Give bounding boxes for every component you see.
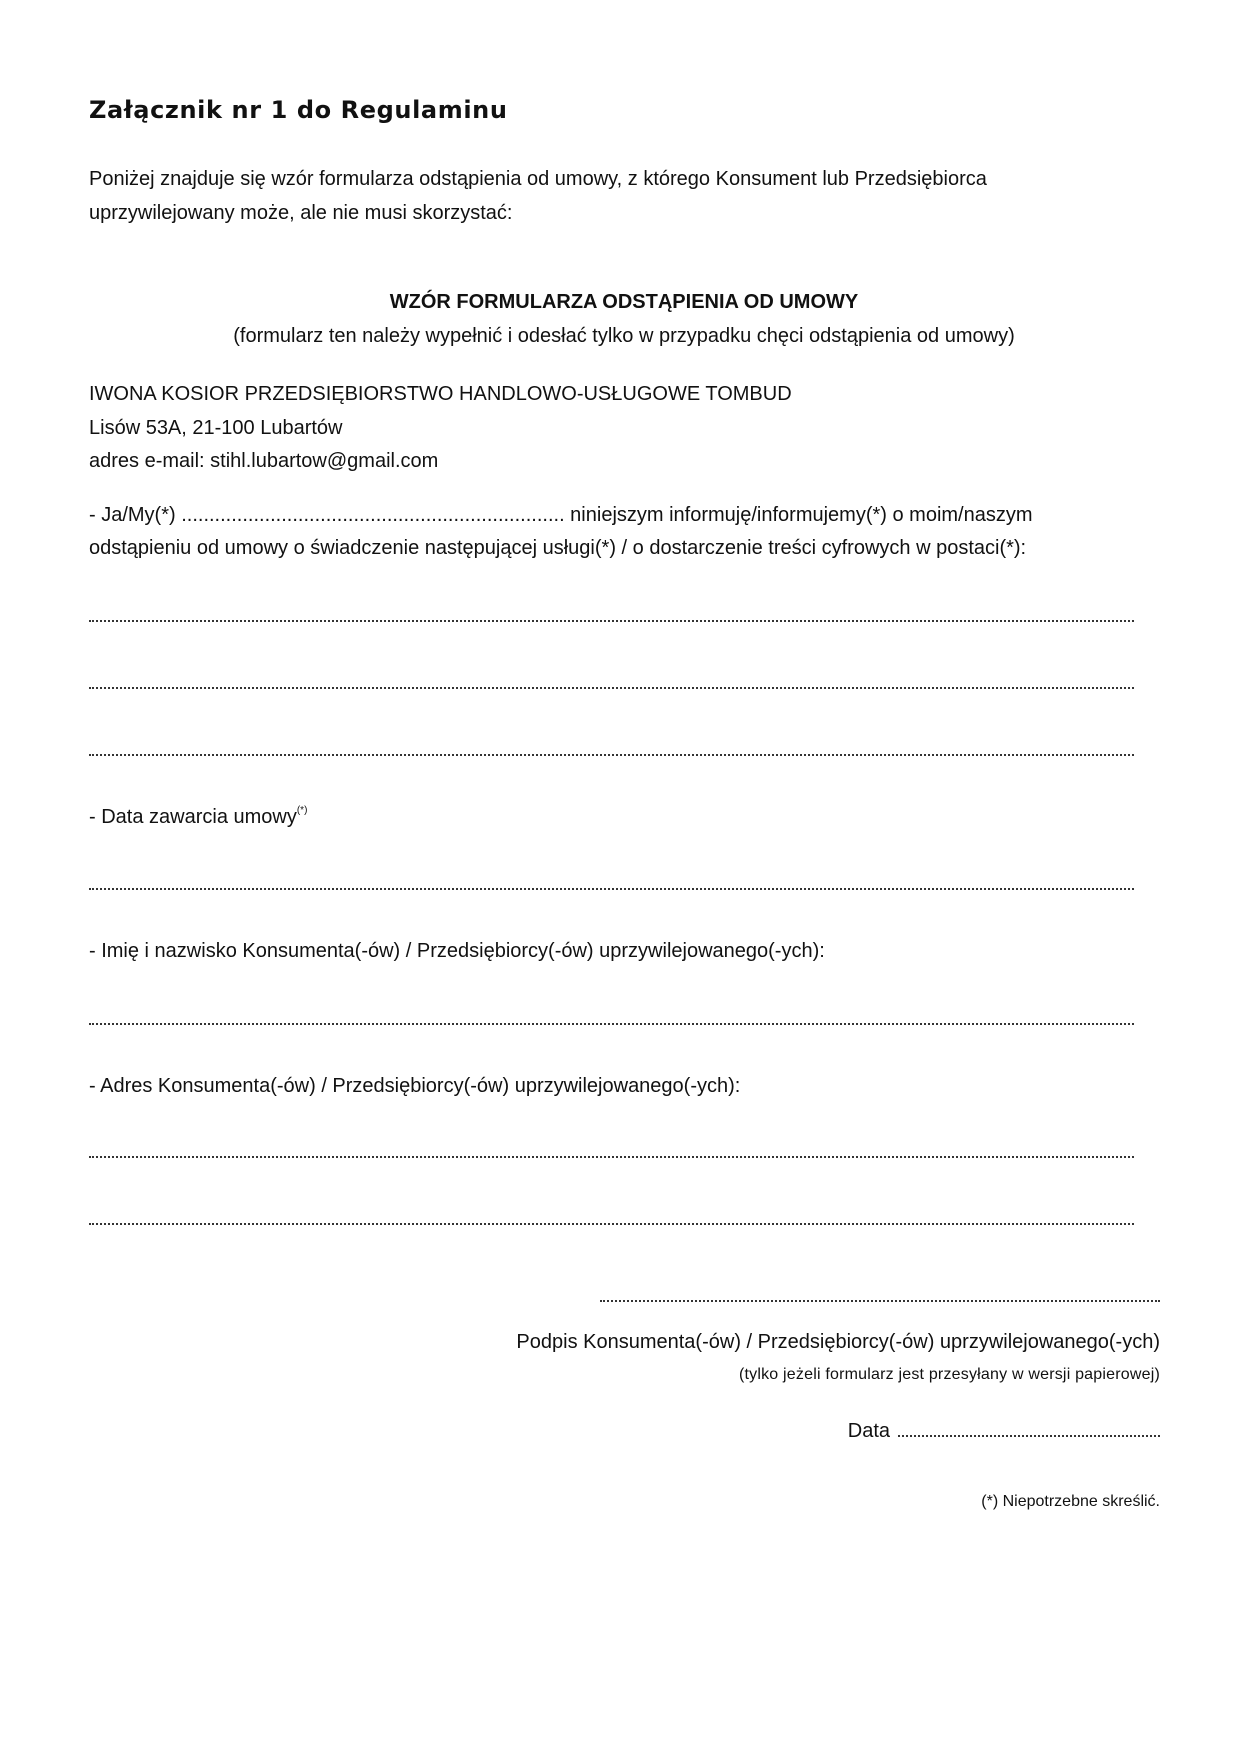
company-name: IWONA KOSIOR PRZEDSIĘBIORSTWO HANDLOWO-USŁUGOWE TOMBUD bbox=[89, 383, 792, 405]
date-label: Data bbox=[847, 1420, 890, 1442]
footnote: (*) Niepotrzebne skreślić. bbox=[981, 1493, 1160, 1510]
consumer-address-fill-line-2 bbox=[89, 1223, 1134, 1225]
date-field bbox=[848, 1420, 1160, 1443]
consumer-name-fill-line bbox=[89, 1023, 1134, 1025]
consumer-name-label: - Imię i nazwisko Konsumenta(-ów) / Przedsiębiorcy(-ów) uprzywilejowanego(-ych): bbox=[89, 940, 825, 962]
company-email: adres e-mail: stihl.lubartow@gmail.com bbox=[89, 450, 439, 472]
signature-fill-line bbox=[600, 1300, 1160, 1302]
service-fill-line-2 bbox=[89, 687, 1134, 689]
contract-date-label bbox=[89, 805, 307, 829]
company-address: Lisów 53A, 21-100 Lubartów bbox=[89, 416, 343, 439]
declaration-line-1: - Ja/My(*) ..................................................................... niniejszym informuję/informujemy(*) o moim/naszym bbox=[89, 504, 1033, 526]
intro-paragraph bbox=[89, 162, 1159, 230]
contract-date-text: - Data zawarcia umowy bbox=[89, 806, 297, 828]
signature-note: (tylko jeżeli formularz jest przesyłany w wersji papierowej) bbox=[738, 1366, 1160, 1383]
page-heading: Załącznik nr 1 do Regulaminu bbox=[89, 96, 508, 124]
declaration-line-2: odstąpieniu od umowy o świadczenie następującej usługi(*) / o dostarczenie treści cyfrowych w postaci(*): bbox=[89, 537, 1027, 559]
date-fill-line bbox=[898, 1435, 1160, 1437]
withdrawal-declaration bbox=[89, 499, 1159, 565]
consumer-address-label: - Adres Konsumenta(-ów) / Przedsiębiorcy(-ów) uprzywilejowanego(-ych): bbox=[89, 1075, 741, 1097]
form-subtitle: (formularz ten należy wypełnić i odesłać tylko w przypadku chęci odstąpienia od umowy) bbox=[233, 325, 1015, 347]
consumer-address-fill-line-1 bbox=[89, 1156, 1134, 1158]
footnote-marker: (*) bbox=[296, 805, 308, 816]
intro-line-1: Poniżej znajduje się wzór formularza odstąpienia od umowy, z którego Konsument lub Przedsiębiorca bbox=[89, 168, 987, 190]
service-fill-line-3 bbox=[89, 754, 1134, 756]
intro-line-2: uprzywilejowany może, ale nie musi skorzystać: bbox=[89, 202, 513, 224]
form-title: WZÓR FORMULARZA ODSTĄPIENIA OD UMOWY bbox=[389, 291, 859, 313]
contract-date-fill-line bbox=[89, 888, 1134, 890]
signature-label: Podpis Konsumenta(-ów) / Przedsiębiorcy(-ów) uprzywilejowanego(-ych) bbox=[516, 1331, 1160, 1353]
company-details bbox=[89, 378, 1159, 479]
service-fill-line-1 bbox=[89, 620, 1134, 622]
